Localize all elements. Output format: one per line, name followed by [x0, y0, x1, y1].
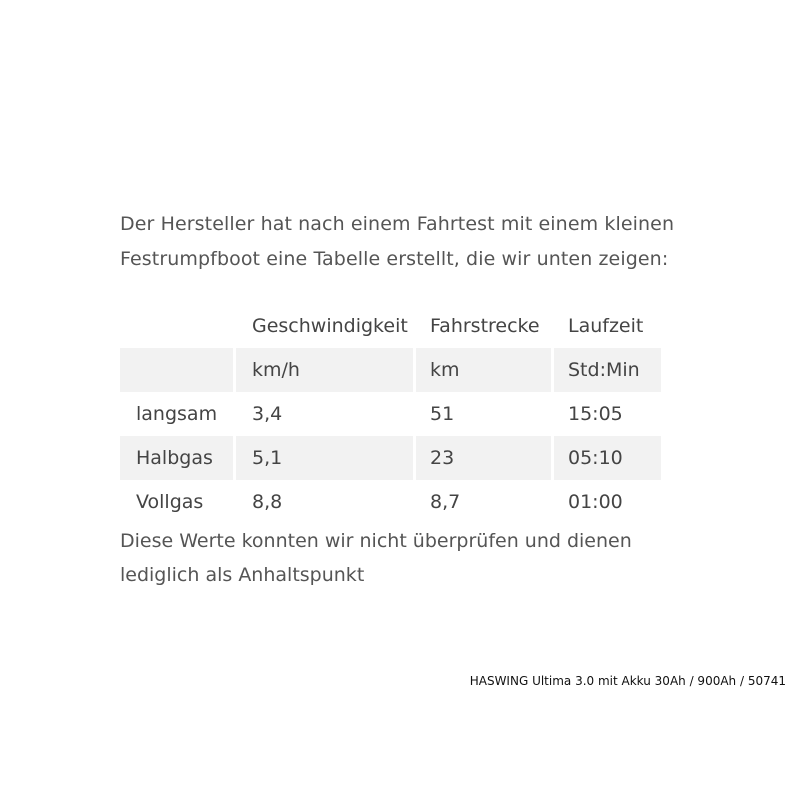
table-header-row [120, 304, 661, 348]
table-cell: 3,4 [252, 403, 283, 425]
table-unit-cell: Std:Min [551, 348, 661, 392]
table-unit-cell: km [413, 348, 551, 392]
performance-table [120, 304, 661, 524]
intro-line-2: Festrumpfboot eine Tabelle erstellt, die wir unten zeigen: [120, 248, 669, 270]
table-unit-cell: km/h [233, 348, 413, 392]
table-units-row [120, 348, 661, 392]
outro-paragraph [120, 524, 680, 592]
table-cell: 8,7 [430, 491, 461, 513]
table-cell: 5,1 [233, 436, 413, 480]
table-cell: 05:10 [551, 436, 661, 480]
table-row [120, 392, 661, 436]
intro-paragraph [120, 207, 680, 277]
table-header-cell [120, 304, 233, 348]
outro-line-1: Diese Werte konnten wir nicht überprüfen und dienen [120, 530, 632, 552]
table-header-cell: Geschwindigkeit [252, 315, 408, 337]
image-caption: HASWING Ultima 3.0 mit Akku 30Ah / 900Ah / 50741 [469, 674, 786, 688]
table-cell: 15:05 [568, 403, 623, 425]
table-cell: 51 [430, 403, 455, 425]
table-cell: 8,8 [252, 491, 283, 513]
table-unit-cell [120, 348, 233, 392]
table-cell: 01:00 [568, 491, 623, 513]
intro-line-1: Der Hersteller hat nach einem Fahrtest mit einem kleinen [120, 213, 675, 235]
table-header-cell: Fahrstrecke [430, 315, 540, 337]
table-row [120, 436, 661, 480]
table-row [120, 480, 661, 524]
table-cell: Halbgas [120, 436, 233, 480]
table-cell: 23 [413, 436, 551, 480]
table-cell: Vollgas [136, 491, 204, 513]
table-header-cell: Laufzeit [568, 315, 644, 337]
table-cell: langsam [136, 403, 218, 425]
outro-line-2: lediglich als Anhaltspunkt [120, 564, 365, 586]
